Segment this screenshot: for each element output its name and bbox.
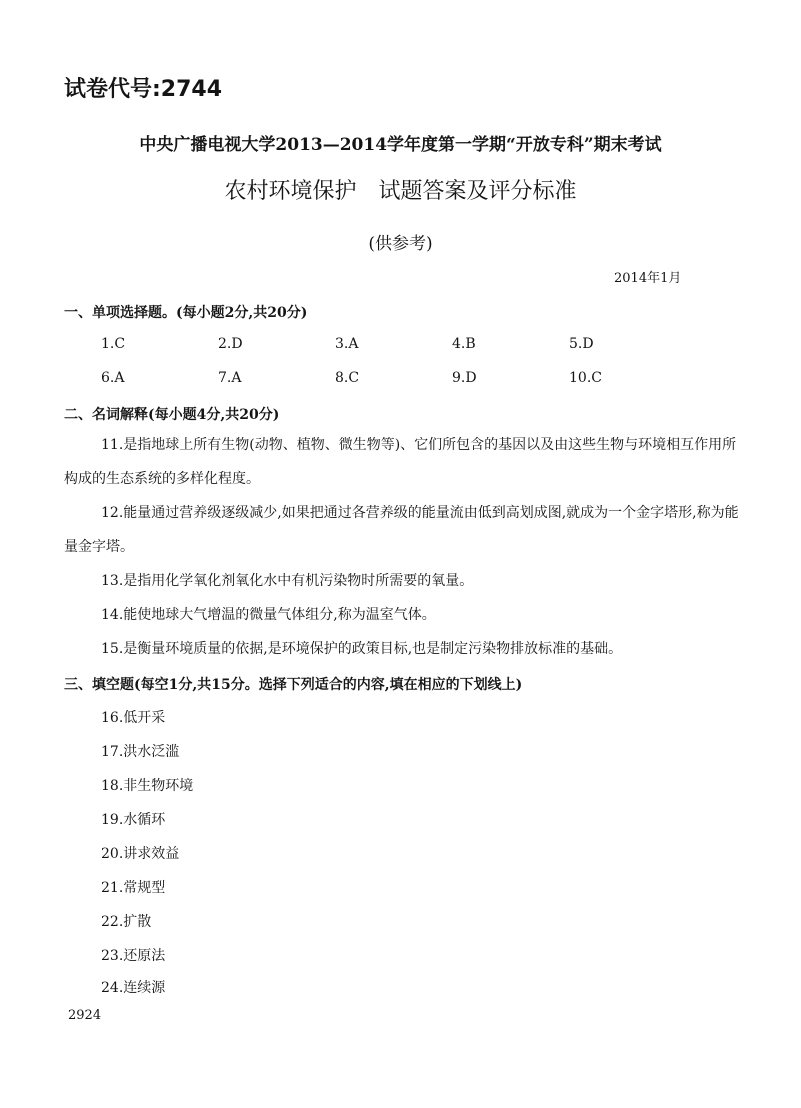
fill-answer: 22.扩散 — [101, 914, 152, 930]
mc-answer: 3.A — [335, 336, 359, 352]
exam-date: 2014年1月 — [614, 271, 682, 286]
mc-answer: 7.A — [218, 370, 242, 386]
fill-answer: 23.还原法 — [101, 948, 166, 964]
fill-answer: 20.讲求效益 — [101, 846, 180, 862]
fill-answer: 18.非生物环境 — [101, 778, 194, 794]
paper-code: 试卷代号:2744 — [64, 77, 223, 102]
mc-answer: 6.A — [101, 370, 125, 386]
definition-answer: 11.是指地球上所有生物(动物、植物、微生物等)、它们所包含的基因以及由这些生物与环境相互作用所构成的生态系统的多样化程度。 — [64, 437, 737, 487]
section3-heading: 三、填空题(每空1分,共15分。选择下列适合的内容,填在相应的下划线上) — [64, 677, 523, 693]
definition-answer: 12.能量通过营养级逐级减少,如果把通过各营养级的能量流由低到高划成图,就成为一个金字塔形,称为能量金字塔。 — [64, 505, 739, 555]
mc-answer: 9.D — [452, 370, 477, 386]
mc-answer: 8.C — [335, 370, 360, 386]
mc-answer: 1.C — [101, 336, 126, 352]
fill-answer: 16.低开采 — [101, 710, 166, 726]
page-number: 2924 — [68, 1008, 102, 1023]
definition-answer: 14.能使地球大气增温的微量气体组分,称为温室气体。 — [101, 607, 436, 623]
definition-answers — [64, 428, 744, 666]
mc-answer: 2.D — [218, 336, 243, 352]
page-title: 农村环境保护 试题答案及评分标准 — [224, 179, 577, 204]
fill-answer: 24.连续源 — [101, 980, 166, 996]
definition-answer: 15.是衡量环境质量的依据,是环境保护的政策目标,也是制定污染物排放标准的基础。 — [101, 641, 623, 657]
mc-answer: 4.B — [452, 336, 476, 352]
section2-heading: 二、名词解释(每小题4分,共20分) — [64, 407, 280, 423]
fill-answer: 19.水循环 — [101, 812, 166, 828]
mc-answer: 10.C — [569, 370, 602, 386]
fill-answer: 17.洪水泛滥 — [101, 744, 180, 760]
section1-heading: 一、单项选择题。(每小题2分,共20分) — [64, 305, 308, 321]
reference-note: (供参考) — [368, 234, 433, 254]
definition-answer: 13.是指用化学氧化剂氧化水中有机污染物时所需要的氧量。 — [101, 573, 474, 589]
fill-answer: 21.常规型 — [101, 880, 166, 896]
exam-title: 中央广播电视大学2013—2014学年度第一学期“开放专科”期末考试 — [139, 135, 662, 155]
mc-answer: 5.D — [569, 336, 594, 352]
